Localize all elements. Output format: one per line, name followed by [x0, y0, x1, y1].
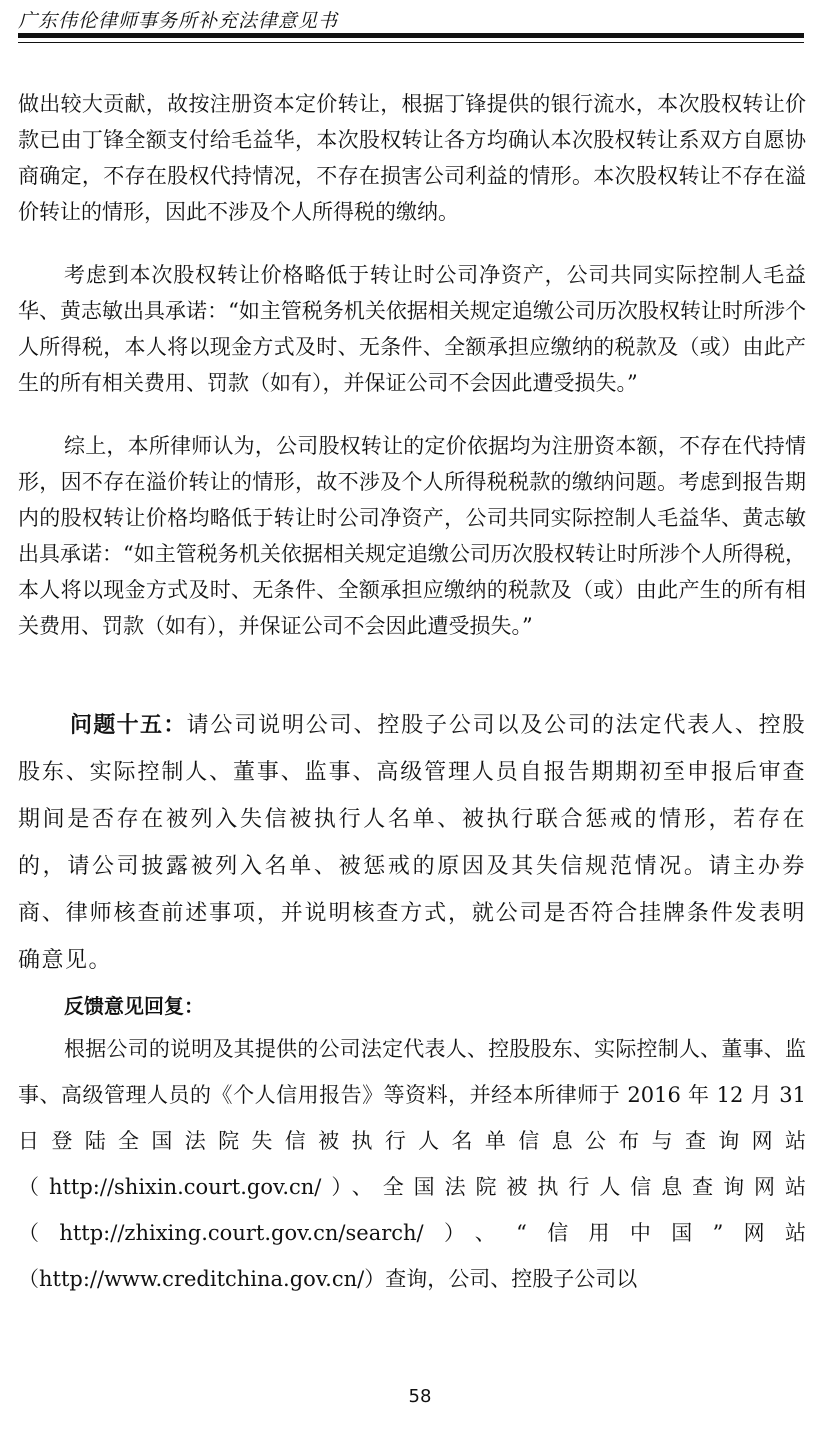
- question-text: 请公司说明公司、控股子公司以及公司的法定代表人、控股股东、实际控制人、董事、监事、高级管理人员自报告期期初至申报后审查期间是否存在被列入失信被执行人名单、被执行联合惩戒的情形，若存在的，请公司披露被列入名单、被惩戒的原因及其失信规范情况。请主办券商、律师核查前述事项，并说明核查方式，就公司是否符合挂牌条件发表明确意见。: [18, 713, 806, 973]
- question-fifteen: [18, 702, 806, 984]
- document-header-title: 广东伟伦律师事务所补充法律意见书: [18, 10, 339, 32]
- page-number: 58: [408, 1386, 432, 1407]
- question-label: 问题十五：: [70, 713, 187, 738]
- paragraph-conclusion: 综上，本所律师认为，公司股权转让的定价依据均为注册资本额，不存在代持情形，因不存在溢价转让的情形，故不涉及个人所得税税款的缴纳问题。考虑到报告期内的股权转让价格均略低于转让时公司净资产，公司共同实际控制人毛益华、黄志敏出具承诺：“如主管税务机关依据相关规定追缴公司历次股权转让时所涉个人所得税，本人将以现金方式及时、无条件、全额承担应缴纳的税款及（或）由此产生的所有相关费用、罚款（如有），并保证公司不会因此遭受损失。”: [18, 434, 806, 638]
- paragraph-commitment: 考虑到本次股权转让价格略低于转让时公司净资产，公司共同实际控制人毛益华、黄志敏出具承诺：“如主管税务机关依据相关规定追缴公司历次股权转让时所涉个人所得税，本人将以现金方式及时、无条件、全额承担应缴纳的税款及（或）由此产生的所有相关费用、罚款（如有），并保证公司不会因此遭受损失。”: [18, 263, 806, 395]
- paragraph-continuation: 做出较大贡献，故按注册资本定价转让，根据丁锋提供的银行流水，本次股权转让价款已由丁锋全额支付给毛益华，本次股权转让各方均确认本次股权转让系双方自愿协商确定，不存在股权代持情况，不存在损害公司利益的情形。本次股权转让不存在溢价转让的情形，因此不涉及个人所得税的缴纳。: [18, 92, 806, 224]
- reply-paragraph: 根据公司的说明及其提供的公司法定代表人、控股股东、实际控制人、董事、监事、高级管理人员的《个人信用报告》等资料，并经本所律师于 2016 年 12 月 31 日登陆全国法院失信被执行人名单信息公布与查询网站（http://shixin.court.gov.cn/）、全国法院被执行人信息查询网站（http://zhixing.court.gov.cn/search/）、“信用中国”网站（http://www.creditchina.gov.cn/）查询，公司、控股子公司以: [18, 1037, 806, 1291]
- header-rule-thin: [18, 42, 804, 43]
- header-rule-thick: [18, 33, 804, 38]
- reply-heading: 反馈意见回复：: [64, 994, 204, 1018]
- document-body: [18, 86, 806, 1302]
